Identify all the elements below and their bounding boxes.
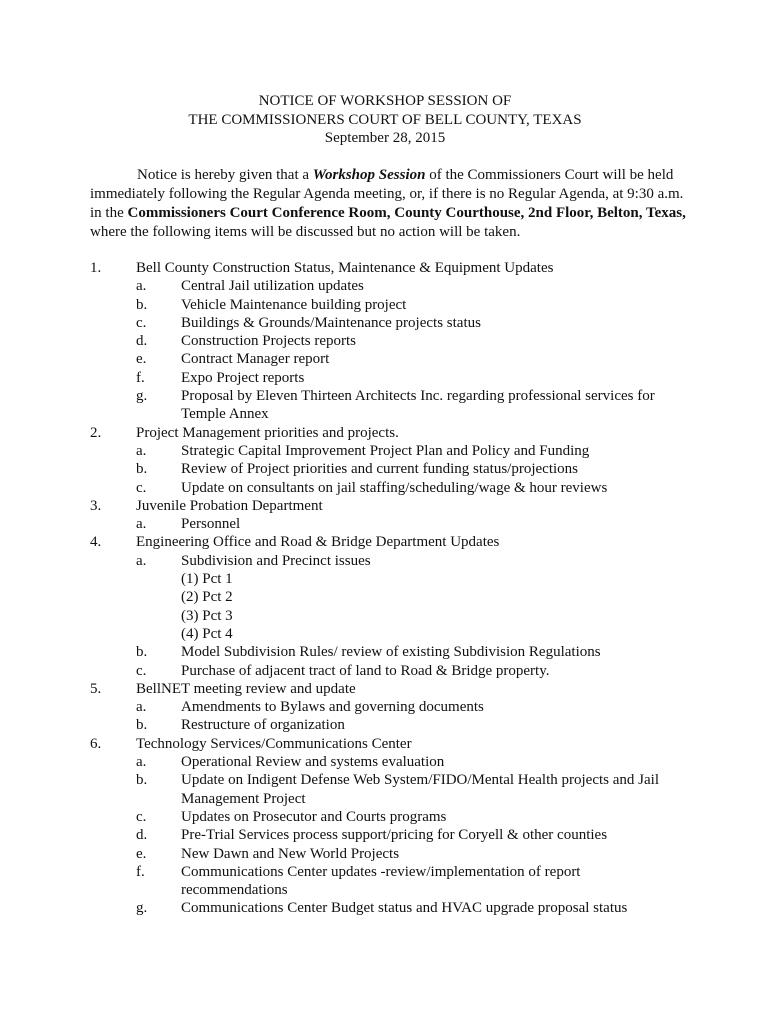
agenda-subitem-text: Pre-Trial Services process support/pricing for Coryell & other counties: [181, 827, 608, 844]
agenda-subitem-text: Personnel: [181, 516, 241, 533]
agenda-subitem-letter: c.: [136, 808, 147, 825]
agenda-subitem-text: Updates on Prosecutor and Courts programs: [181, 808, 447, 825]
agenda-item: [90, 497, 690, 515]
agenda-subitem-letter: g.: [136, 900, 148, 917]
agenda-item-number: 2.: [90, 424, 102, 441]
agenda-subitem-text: Review of Project priorities and current funding status/projections: [181, 461, 578, 478]
agenda-subitem-continuation: Temple Annex: [181, 406, 269, 423]
header-title-line2: THE COMMISSIONERS COURT OF BELL COUNTY, TEXAS: [188, 111, 582, 128]
agenda-subitem: [90, 753, 690, 771]
agenda-subitem-letter: d.: [136, 827, 148, 844]
agenda-subitem-letter: c.: [136, 314, 147, 331]
agenda-item-title: Technology Services/Communications Center: [136, 735, 412, 752]
agenda-item-number: 3.: [90, 497, 102, 514]
agenda-subitem-text: Communications Center updates -review/implementation of report: [181, 863, 581, 880]
intro-location: Commissioners Court Conference Room, County Courthouse, 2nd Floor, Belton, Texas,: [127, 205, 686, 221]
agenda-subitem: [90, 314, 690, 332]
agenda-subitem-letter: a.: [136, 278, 147, 295]
agenda-item-number: 1.: [90, 260, 102, 276]
agenda-item: [90, 533, 690, 551]
agenda-subitem: [90, 643, 690, 661]
agenda-subitem-text: Update on consultants on jail staffing/scheduling/wage & hour reviews: [181, 479, 608, 496]
agenda-subitem: [90, 387, 690, 424]
agenda-subitem-continuation: Management Project: [181, 790, 306, 807]
agenda-subitem-text: Proposal by Eleven Thirteen Architects Inc. regarding professional services for: [181, 388, 655, 405]
agenda-subitem-text: Central Jail utilization updates: [181, 278, 364, 295]
agenda-subitem: [90, 771, 690, 808]
agenda-subitem-text: Amendments to Bylaws and governing documents: [181, 699, 484, 716]
agenda-subitem-letter: a.: [136, 442, 147, 459]
notice-header: [0, 92, 770, 148]
agenda-subitem-letter: e.: [136, 351, 147, 368]
agenda-subitem-continuation: recommendations: [181, 882, 288, 899]
agenda-subitem: [90, 515, 690, 533]
agenda-subitem: [90, 460, 690, 478]
agenda-subitem-text: Contract Manager report: [181, 351, 330, 368]
agenda-subitem-letter: e.: [136, 845, 147, 862]
agenda-subitem: [90, 716, 690, 734]
agenda-item-title: Juvenile Probation Department: [136, 497, 323, 514]
agenda-subitem: [90, 845, 690, 863]
agenda-subitem-text: Update on Indigent Defense Web System/FIDO/Mental Health projects and Jail: [181, 772, 659, 789]
intro-text-2: of the Commissioners Court will be held immediately following the Regular Agenda meeting, or, if there is no Regular Agenda, at 9:30 a.m. in the: [90, 167, 684, 221]
header-title-line1: NOTICE OF WORKSHOP SESSION OF: [258, 93, 512, 109]
agenda-subitem-text: Model Subdivision Rules/ review of existing Subdivision Regulations: [181, 644, 601, 661]
agenda-item-number: 6.: [90, 735, 102, 752]
precinct-item: (3) Pct 3: [181, 607, 233, 624]
agenda-item: [90, 424, 690, 442]
agenda-item-title: Engineering Office and Road & Bridge Department Updates: [136, 534, 500, 551]
agenda-subitem: [90, 442, 690, 460]
agenda-subitem: [90, 277, 690, 295]
agenda-subitem: [90, 662, 690, 680]
agenda-subitem-text: Expo Project reports: [181, 369, 305, 386]
agenda-subitem-letter: b.: [136, 461, 148, 478]
agenda-subitem: [90, 332, 690, 350]
precinct-item: (4) Pct 4: [181, 625, 233, 642]
agenda-item-title: BellNET meeting review and update: [136, 680, 356, 697]
agenda-subitem-text: Communications Center Budget status and HVAC upgrade proposal status: [181, 900, 628, 917]
agenda-subitem-letter: f.: [136, 369, 145, 386]
agenda-subitem-text: Restructure of organization: [181, 717, 345, 734]
agenda-subitem-letter: b.: [136, 717, 148, 734]
agenda-subitem: [90, 899, 690, 917]
agenda-subitem-letter: b.: [136, 772, 148, 789]
agenda-subitem-letter: a.: [136, 754, 147, 771]
intro-text-3: where the following items will be discussed but no action will be taken.: [90, 224, 521, 240]
agenda-subitem-text: Vehicle Maintenance building project: [181, 296, 407, 313]
agenda-subitem-letter: c.: [136, 479, 147, 496]
agenda-subitem-letter: a.: [136, 516, 147, 533]
agenda-subitem: [90, 863, 690, 900]
agenda-subitem: [90, 698, 690, 716]
agenda-subitem: [90, 826, 690, 844]
agenda-item: [90, 735, 690, 753]
agenda-subitem-text: Purchase of adjacent tract of land to Road & Bridge property.: [181, 662, 550, 679]
agenda-item-title: Bell County Construction Status, Maintenance & Equipment Updates: [136, 260, 554, 276]
agenda-subitem-letter: a.: [136, 699, 147, 716]
agenda-item: [90, 680, 690, 698]
agenda-list: [90, 259, 690, 918]
agenda-subitem: [90, 350, 690, 368]
agenda-subitem-letter: f.: [136, 863, 145, 880]
agenda-subitem: [90, 296, 690, 314]
precinct-item: (1) Pct 1: [181, 571, 233, 588]
agenda-subitem: [90, 369, 690, 387]
agenda-subitem-letter: b.: [136, 296, 148, 313]
precinct-item: (2) Pct 2: [181, 589, 233, 606]
agenda-item-number: 5.: [90, 680, 102, 697]
intro-text-1: Notice is hereby given that a: [137, 167, 313, 183]
agenda-subitem-letter: d.: [136, 333, 148, 350]
intro-workshop-session: Workshop Session: [312, 167, 426, 183]
agenda-subitem-letter: a.: [136, 552, 147, 569]
agenda-subitem-text: New Dawn and New World Projects: [181, 845, 400, 862]
agenda-subitem-text: Construction Projects reports: [181, 333, 356, 350]
agenda-item-title: Project Management priorities and projects.: [136, 424, 399, 441]
agenda-subitem-letter: c.: [136, 662, 147, 679]
agenda-subitem: [90, 808, 690, 826]
agenda-subitem: [90, 552, 690, 643]
agenda-subitem-text: Strategic Capital Improvement Project Plan and Policy and Funding: [181, 442, 590, 459]
agenda-subitem-text: Buildings & Grounds/Maintenance projects status: [181, 314, 481, 331]
agenda-subitem-text: Subdivision and Precinct issues: [181, 552, 371, 569]
agenda-item: [90, 259, 690, 277]
agenda-item-number: 4.: [90, 534, 102, 551]
agenda-subitem-letter: g.: [136, 388, 148, 405]
agenda-subitem-text: Operational Review and systems evaluation: [181, 754, 445, 771]
agenda-subitem: [90, 479, 690, 497]
header-date: September 28, 2015: [324, 130, 446, 146]
intro-paragraph: [90, 166, 690, 242]
agenda-subitem-letter: b.: [136, 644, 148, 661]
